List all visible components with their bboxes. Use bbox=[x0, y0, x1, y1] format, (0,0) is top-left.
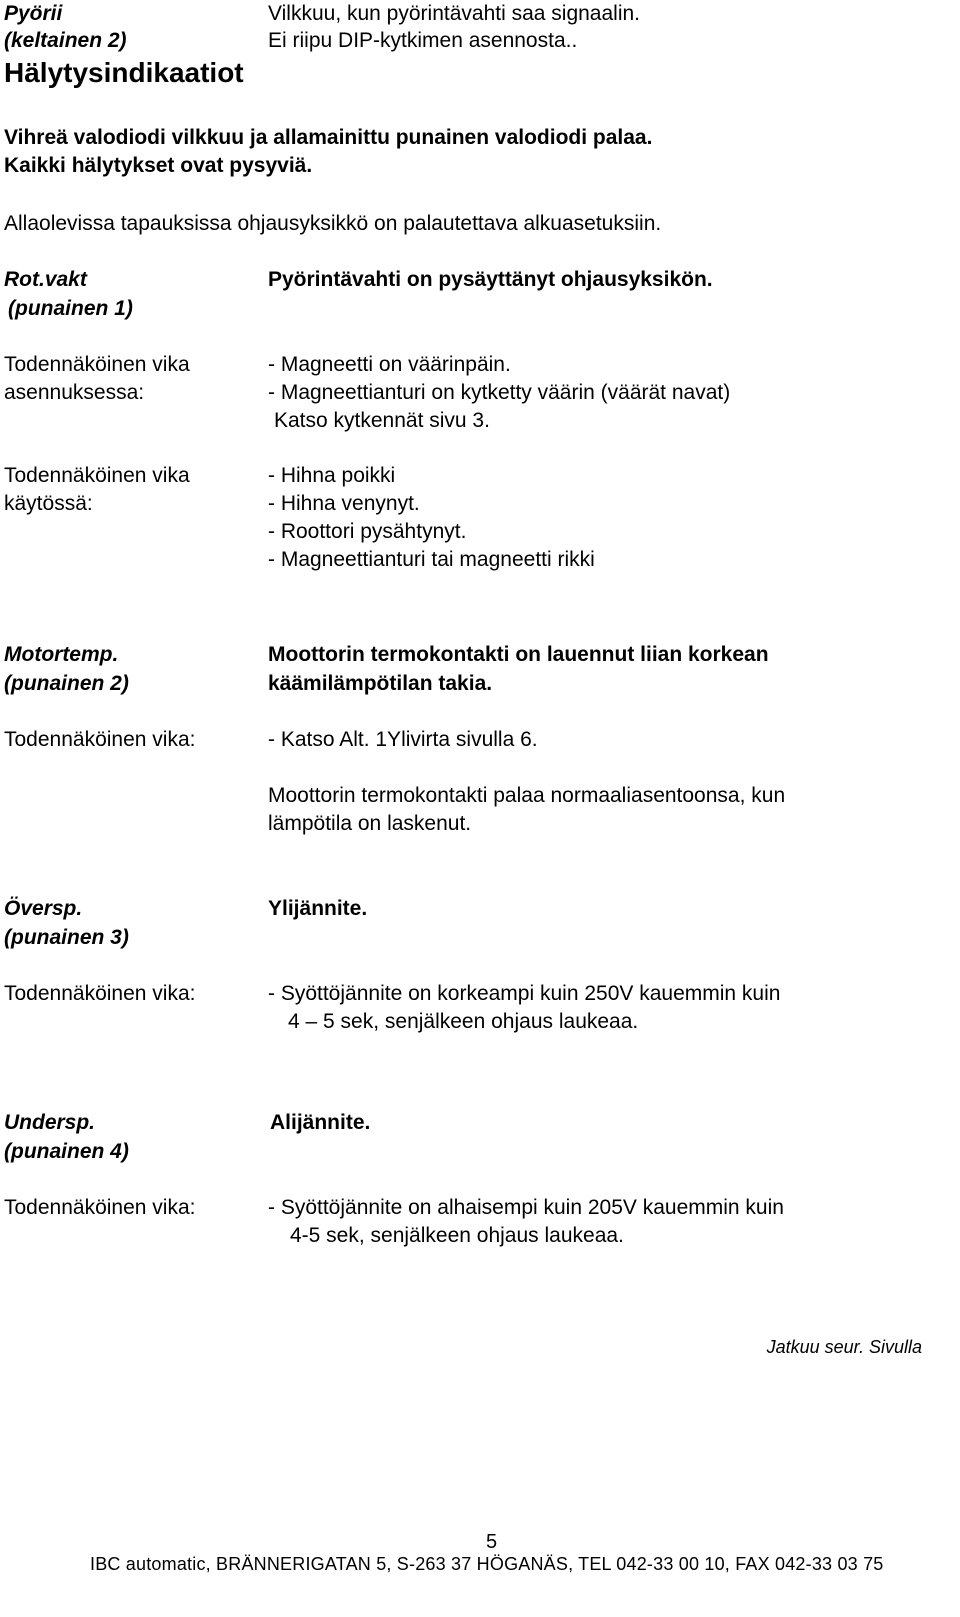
pyorii-color-label: (keltainen 2) bbox=[4, 29, 127, 52]
use-fault-item: - Hihna poikki bbox=[268, 464, 396, 487]
install-fault-item: - Magneetti on väärinpäin. bbox=[268, 353, 511, 376]
undersp-title: Alijännite. bbox=[270, 1111, 371, 1134]
install-fault-item: Katso kytkennät sivu 3. bbox=[274, 409, 490, 432]
use-fault-label: Todennäköinen vika bbox=[4, 464, 190, 487]
undersp-fault-label: Todennäköinen vika: bbox=[4, 1196, 196, 1219]
pyorii-description-line: Vilkkuu, kun pyörintävahti saa signaalin. bbox=[268, 2, 641, 25]
rotvakt-label: Rot.vakt bbox=[4, 268, 87, 291]
pyorii-label: Pyörii bbox=[4, 2, 63, 25]
page-number: 5 bbox=[486, 1531, 498, 1553]
motortemp-label: Motortemp. bbox=[4, 643, 119, 666]
motortemp-title: käämilämpötilan takia. bbox=[268, 672, 493, 695]
motortemp-color-label: (punainen 2) bbox=[4, 672, 129, 695]
oversp-label: Översp. bbox=[4, 897, 83, 920]
motortemp-fault-text: - Katso Alt. 1Ylivirta sivulla 6. bbox=[268, 728, 538, 751]
continue-note: Jatkuu seur. Sivulla bbox=[766, 1337, 922, 1357]
pyorii-description-line: Ei riipu DIP-kytkimen asennosta.. bbox=[268, 29, 578, 52]
rotvakt-color-label: (punainen 1) bbox=[8, 297, 133, 320]
undersp-fault-text: 4-5 sek, senjälkeen ohjaus laukeaa. bbox=[290, 1224, 624, 1247]
undersp-fault-text: - Syöttöjännite on alhaisempi kuin 205V kauemmin kuin bbox=[268, 1196, 784, 1219]
install-fault-label: Todennäköinen vika bbox=[4, 353, 190, 376]
rotvakt-title: Pyörintävahti on pysäyttänyt ohjausyksikön. bbox=[268, 268, 713, 291]
oversp-fault-label: Todennäköinen vika: bbox=[4, 982, 196, 1005]
oversp-fault-text: 4 – 5 sek, senjälkeen ohjaus laukeaa. bbox=[288, 1010, 639, 1033]
motortemp-title: Moottorin termokontakti on lauennut liian korkean bbox=[268, 643, 769, 666]
use-fault-label: käytössä: bbox=[4, 492, 93, 515]
use-fault-item: - Magneettianturi tai magneetti rikki bbox=[268, 548, 595, 571]
intro-line: Allaolevissa tapauksissa ohjausyksikkö on palautettava alkuasetuksiin. bbox=[4, 212, 662, 235]
oversp-color-label: (punainen 3) bbox=[4, 926, 129, 949]
oversp-fault-text: - Syöttöjännite on korkeampi kuin 250V kauemmin kuin bbox=[268, 982, 781, 1005]
motortemp-fault-label: Todennäköinen vika: bbox=[4, 728, 196, 751]
install-fault-item: - Magneettianturi on kytketty väärin (väärät navat) bbox=[268, 381, 731, 404]
page-heading: Hälytysindikaatiot bbox=[4, 57, 244, 88]
intro-line: Vihreä valodiodi vilkkuu ja allamainittu punainen valodiodi palaa. bbox=[4, 126, 653, 149]
footer-address: IBC automatic, BRÄNNERIGATAN 5, S-263 37 HÖGANÄS, TEL 042-33 00 10, FAX 042-33 03 75 bbox=[90, 1554, 884, 1574]
use-fault-item: - Roottori pysähtynyt. bbox=[268, 520, 467, 543]
install-fault-label: asennuksessa: bbox=[4, 381, 145, 404]
use-fault-item: - Hihna venynyt. bbox=[268, 492, 420, 515]
undersp-label: Undersp. bbox=[4, 1111, 96, 1134]
motortemp-note: Moottorin termokontakti palaa normaaliasentoonsa, kun bbox=[268, 784, 786, 807]
oversp-title: Ylijännite. bbox=[268, 897, 368, 920]
motortemp-note: lämpötila on laskenut. bbox=[268, 812, 472, 835]
intro-line: Kaikki hälytykset ovat pysyviä. bbox=[4, 154, 313, 177]
undersp-color-label: (punainen 4) bbox=[4, 1140, 129, 1163]
